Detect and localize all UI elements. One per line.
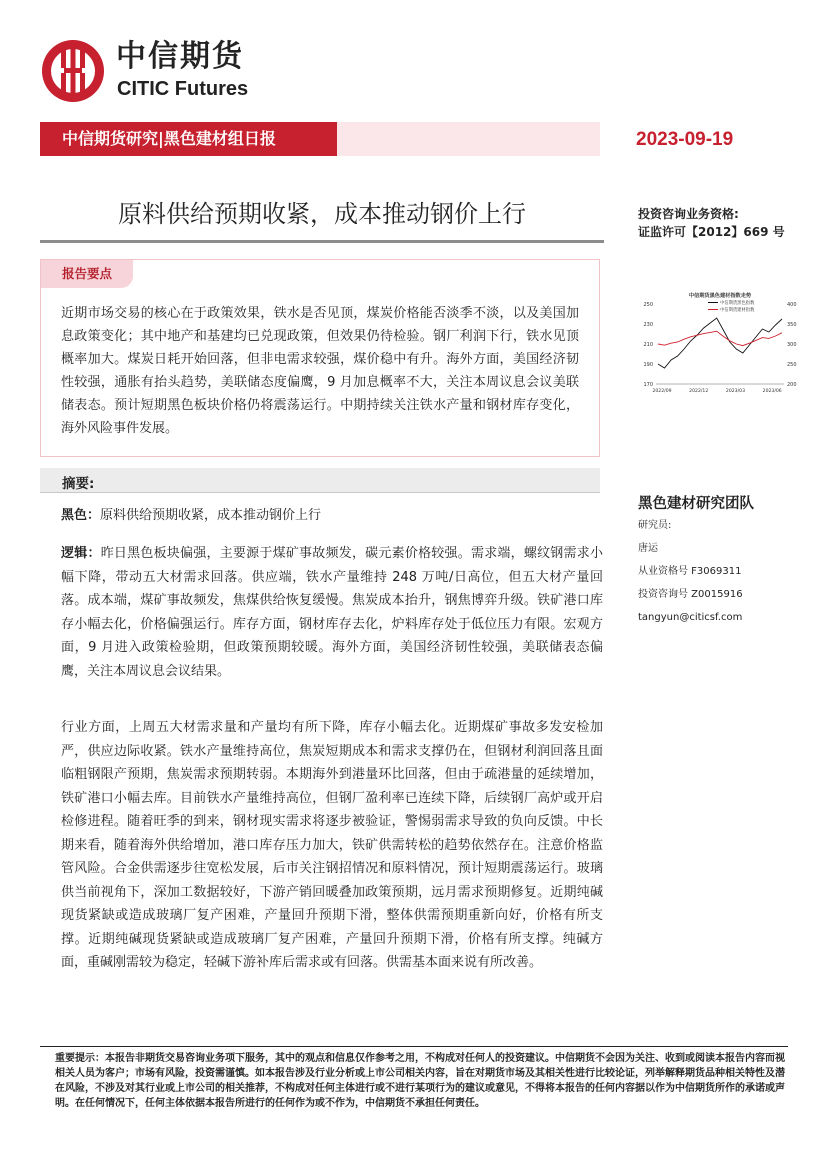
y-right-tick-label: 400 <box>787 301 797 308</box>
y-left-tick-label: 230 <box>643 321 653 328</box>
black-label: 黑色： <box>61 508 101 523</box>
key-points-box <box>40 259 600 457</box>
disclaimer: 重要提示：本报告非期货交易咨询业务项下服务，其中的观点和信息仅作参考之用，不构成对任何人的投资建议。中信期货不会因为关注、收到或阅读本报告内容而视相关人员为客户；市场有风险，投资需谨慎。如本报告涉及行业分析或上市公司相关内容，旨在对期货市场及其相关性进行比较论证，列举解释期货品种相关特性及潜在风险，不涉及对其行业或上市公司的相关推荐，不构成对任何主体进行或不进行某项行为的建议或意见，不得将本报告的任何内容据以作为中信期货所作的承诺或声明。在任何情况下，任何主体依据本报告所进行的任何作为或不作为，中信期货不承担任何责任。 <box>55 1053 785 1109</box>
chart-title: 中信期货黑色建材指数走势 <box>688 293 752 299</box>
index-chart-svg <box>636 288 804 400</box>
logo-name-cn: 中信期货 <box>116 39 244 74</box>
team-license: 从业资格号 F3069311 <box>638 566 742 577</box>
y-left-tick-label: 250 <box>643 301 653 308</box>
index-chart <box>636 288 804 400</box>
team-title: 黑色建材研究团队 <box>638 496 754 512</box>
key-points-text: 近期市场交易的核心在于政策效果，铁水是否见顶，煤炭价格能否淡季不淡，以及美国加息政策变化；其中地产和基建均已兑现政策，但效果仍待检验。钢厂利润下行，铁水见顶概率加大。煤炭日耗开始回落，但非电需求较强，煤价稳中有升。海外方面，美国经济韧性较强，通胀有抬头趋势，美联储态度偏鹰，9 月加息概率不大，关注本周议息会议美联储表态。预计短期黑色板块价格仍将震荡运行。中期持续关注铁水产量和钢材库存变化，海外风险事件发展。 <box>61 306 579 436</box>
key-points-tab: 报告要点 <box>41 260 133 288</box>
series-line-1 <box>658 331 782 345</box>
logic-text: 昨日黑色板块偏强，主要源于煤矿事故频发，碳元素价格较强。需求端，螺纹钢需求小幅下降，带动五大材需求回落。供应端，铁水产量维持 248 万吨/日高位，但五大材产量回落。成本端，煤矿事故频发，焦煤供给恢复缓慢。焦炭成本抬升，钢焦博弈升级。铁矿港口库存小幅去化，价格偏强运行。库存方面，钢材库存去化，炉料库存处于低位压力有限。宏观方面，9 月进入政策检验期，但政策预期较暖。海外方面，美国经济韧性较强，美联储表态偏鹰，关注本周议息会议结果。 <box>61 546 603 679</box>
y-left-tick-label: 190 <box>643 361 653 368</box>
y-left-tick-label: 210 <box>643 341 653 348</box>
y-left-tick-label: 170 <box>643 381 653 388</box>
logic-label: 逻辑： <box>61 546 101 561</box>
industry-paragraph: 行业方面，上周五大材需求量和产量均有所下降，库存小幅去化。近期煤矿事故多发安检加严，供应边际收紧。铁水产量维持高位，焦炭短期成本和需求支撑仍在，但钢材利润回落且面临粗钢限产预期，焦炭需求预期转弱。本期海外到港量环比回落，但由于疏港量的延续增加，铁矿港口小幅去库。目前铁水产量维持高位，但钢厂盈利率已连续下降，后续钢厂高炉或开启检修进程。随着旺季的到来，钢材现实需求将逐步被验证，警惕弱需求导致的负向反馈。中长期来看，随着海外供给增加，港口库存压力加大，铁矿供需转松的趋势依然存在。注意价格监管风险。合金供需逐步往宽松发展，后市关注钢招情况和原料情况，预计短期震荡运行。玻璃供当前视角下，深加工数据较好，下游产销回暖叠加政策预期，远月需求预期修复。近期纯碱现货紧缺或造成玻璃厂复产困难，产量回升预期下滑，整体供需预期重新向好，价格有所支撑。近期纯碱现货紧缺或造成玻璃厂复产困难，产量回升预期下滑，价格有所支撑。纯碱方面，重碱刚需较为稳定，轻碱下游补库后需求或有回落。供需基本面来说有所改善。 <box>61 720 603 970</box>
report-banner <box>40 122 600 156</box>
y-right-tick-label: 200 <box>787 381 797 388</box>
abstract-divider <box>40 492 600 493</box>
x-tick-label: 2022/09 <box>652 389 672 394</box>
qualification-line-2: 证监许可【2012】669 号 <box>638 225 785 239</box>
disclaimer-divider <box>40 1046 788 1047</box>
qualification <box>638 205 785 241</box>
black-summary <box>61 504 603 528</box>
team-consult: 投资咨询号 Z0015916 <box>638 589 743 600</box>
legend-label: 中信期货建材指数 <box>720 308 755 313</box>
abstract-header-bar <box>40 468 600 492</box>
series-line-0 <box>658 318 782 368</box>
report-date: 2023-09-19 <box>636 129 734 150</box>
y-right-tick-label: 300 <box>787 341 797 348</box>
report-title: 原料供给预期收紧，成本推动钢价上行 <box>118 200 526 228</box>
team-member-name: 唐运 <box>638 543 658 554</box>
logo-name-en: CITIC Futures <box>117 78 249 100</box>
x-tick-label: 2023/03 <box>725 389 746 394</box>
title-divider <box>40 240 604 243</box>
y-right-tick-label: 250 <box>787 361 797 368</box>
team-info <box>638 518 743 633</box>
team-email[interactable]: tangyun@citicsf.com <box>638 612 743 623</box>
legend-label: 中信期货黑色指数 <box>720 301 755 306</box>
banner-label: 中信期货研究|黑色建材组日报 <box>40 122 337 156</box>
x-tick-label: 2023/06 <box>762 389 782 394</box>
black-text: 原料供给预期收紧，成本推动钢价上行 <box>100 508 322 523</box>
citic-futures-logo <box>40 38 270 104</box>
abstract-title: 摘要: <box>62 476 95 492</box>
logic-paragraph <box>61 542 603 683</box>
team-role: 研究员: <box>638 520 672 531</box>
qualification-line-1: 投资咨询业务资格: <box>638 207 739 221</box>
x-tick-label: 2022/12 <box>689 389 709 394</box>
y-right-tick-label: 350 <box>787 321 797 328</box>
citic-logo-icon <box>40 38 106 104</box>
